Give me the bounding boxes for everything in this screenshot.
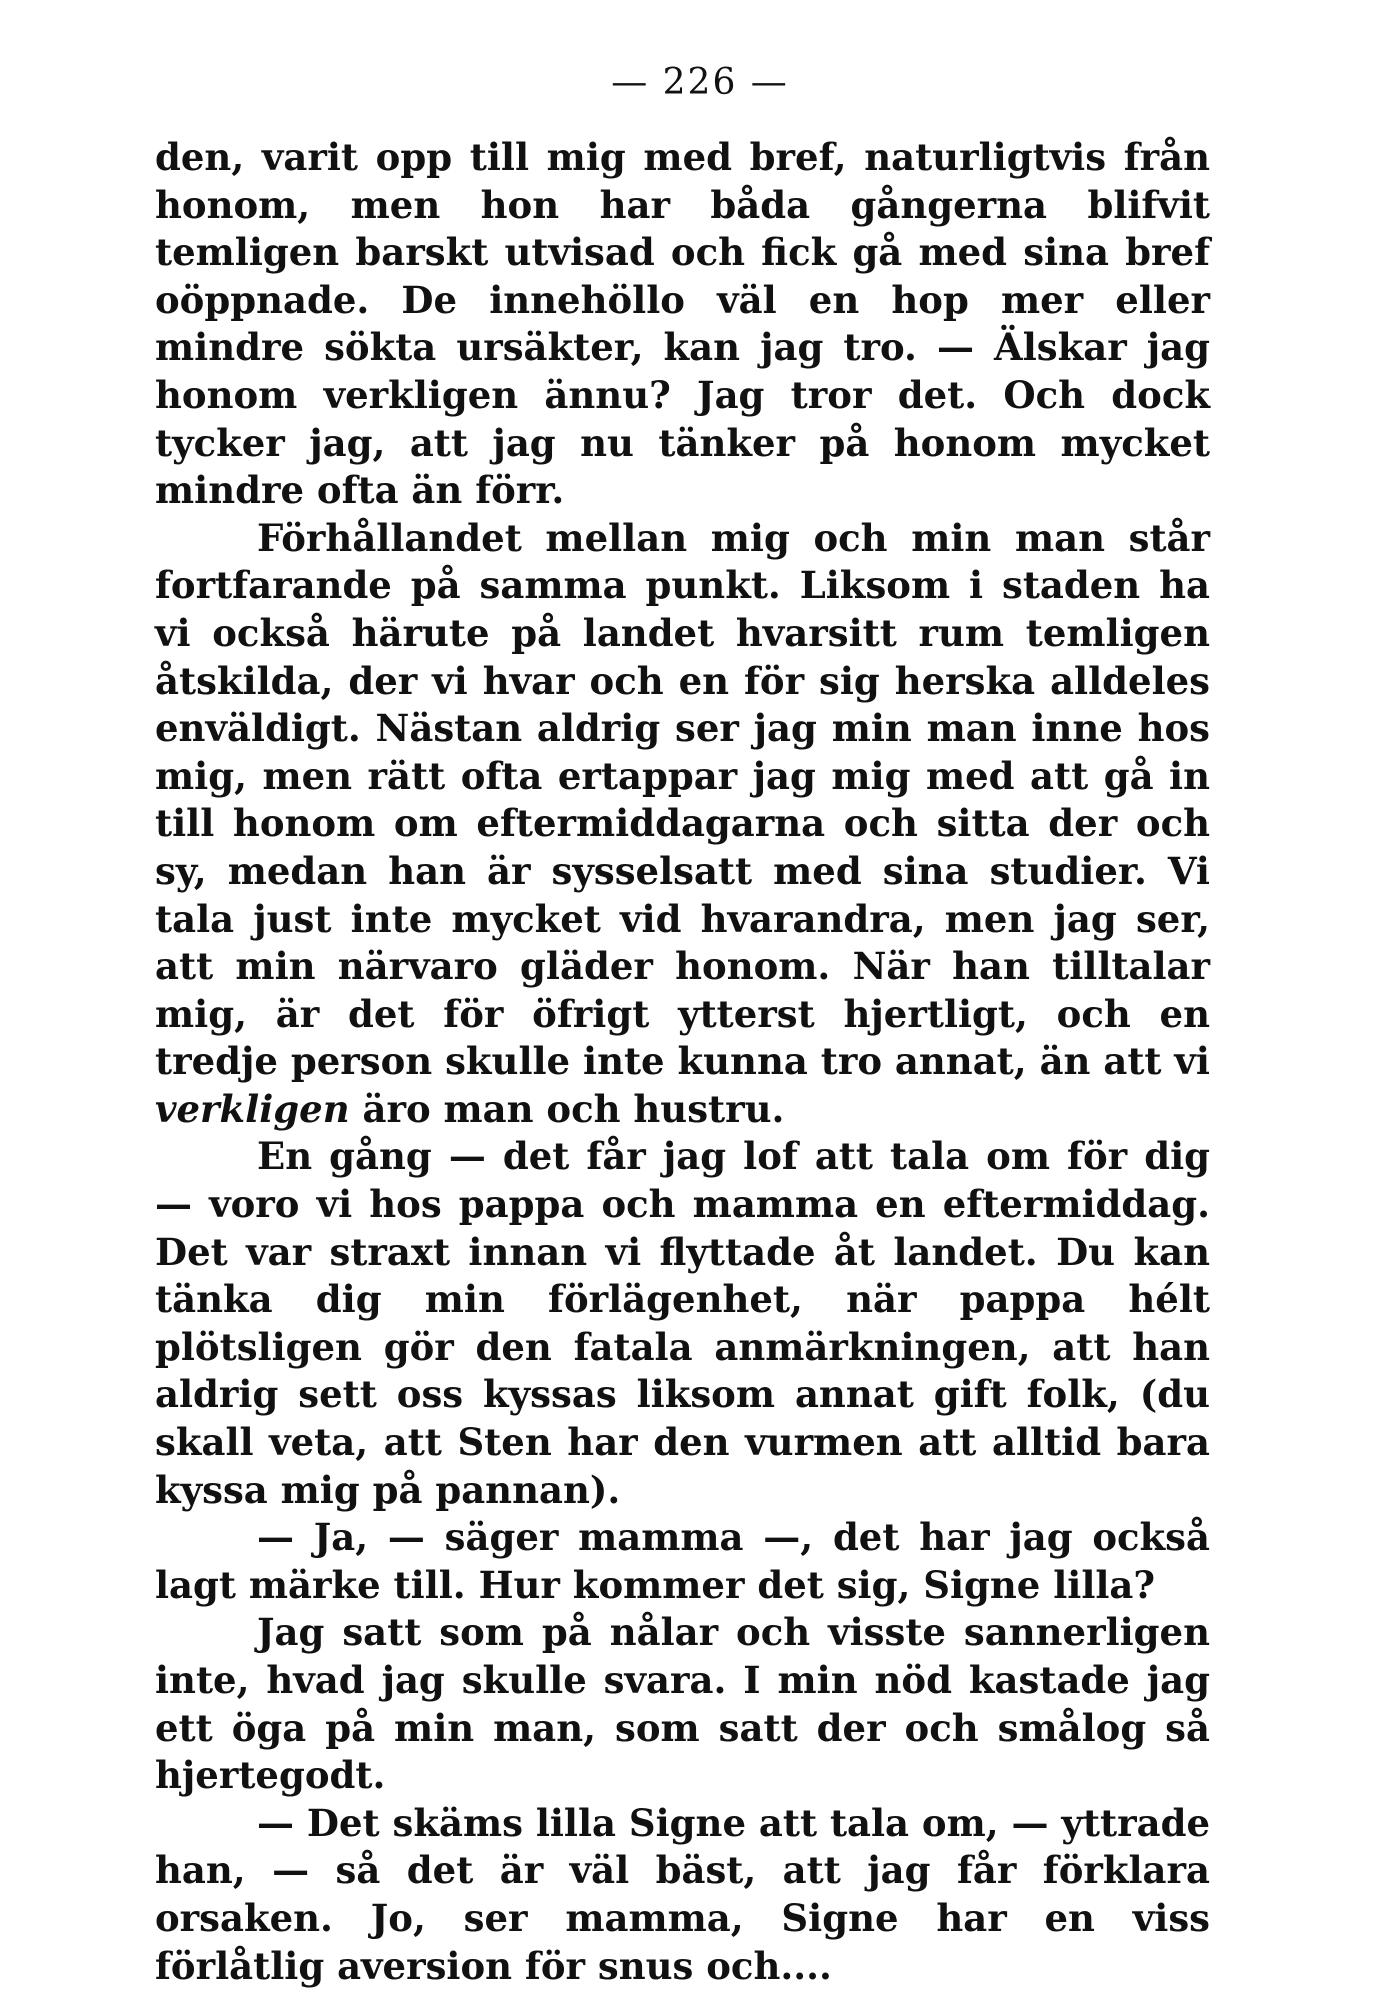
- paragraph-text: Jag satt som på nålar och visste sannerligen inte, hvad jag skulle svara. I min nöd kastade jag ett öga på min man, som satt der och smålog så hjertegodt.: [155, 1610, 1210, 1798]
- paragraph-text: En gång — det får jag lof att tala om för dig — voro vi hos pappa och mamma en eftermiddag. Det var straxt innan vi flyttade åt landet. Du kan tänka dig min förlägenhet, när pappa hélt plötsligen gör den fatala anmärkningen, att han aldrig sett oss kyssas liksom annat gift folk, (du skall veta, att Sten har den vurmen att alltid bara kyssa mig på pannan).: [155, 1134, 1210, 1512]
- paragraph-text: — Det skäms lilla Signe att tala om, — yttrade han, — så det är väl bäst, att jag får förklara orsaken. Jo, ser mamma, Signe har en viss förlåtlig aversion för snus och....: [155, 1800, 1210, 1988]
- body-text: [155, 134, 1210, 1990]
- paragraph-4: [155, 1514, 1210, 1609]
- paragraph-text: Förhållandet mellan mig och min man står fortfarande på samma punkt. Liksom i staden ha vi också härute på landet hvarsitt rum temligen åtskilda, der vi hvar och en för sig herska alldeles enväldigt. Nästan aldrig ser jag min man inne hos mig, men rätt ofta ertappar jag mig med att gå in till honom om eftermiddagarna och sitta der och sy, medan han är sysselsatt med sina studier. Vi tala just inte mycket vid hvarandra, men jag ser, att min närvaro gläder honom. När han tilltalar mig, är det för öfrigt ytterst hjertligt, och en tredje person skulle inte kunna tro annat, än att vi: [155, 515, 1210, 1084]
- emphasized-word: verkligen: [155, 1086, 350, 1131]
- paragraph-2: [155, 515, 1210, 1134]
- page-number: — 226 —: [611, 62, 789, 103]
- paragraph-6: [155, 1800, 1210, 1990]
- paragraph-text: — Ja, — säger mamma —, det har jag också lagt märke till. Hur kommer det sig, Signe lilla?: [155, 1515, 1210, 1607]
- paragraph-3: [155, 1133, 1210, 1514]
- paragraph-text: äro man och hustru.: [349, 1086, 785, 1131]
- paragraph-1: [155, 134, 1210, 515]
- paragraph-text: den, varit opp till mig med bref, naturligtvis från honom, men hon har båda gångerna blifvit temligen barskt utvisad och fick gå med sina bref oöppnade. De innehöllo väl en hop mer eller mindre sökta ursäkter, kan jag tro. — Älskar jag honom verkligen ännu? Jag tror det. Och dock tycker jag, att jag nu tänker på honom mycket mindre ofta än förr.: [155, 135, 1210, 513]
- paragraph-5: [155, 1609, 1210, 1799]
